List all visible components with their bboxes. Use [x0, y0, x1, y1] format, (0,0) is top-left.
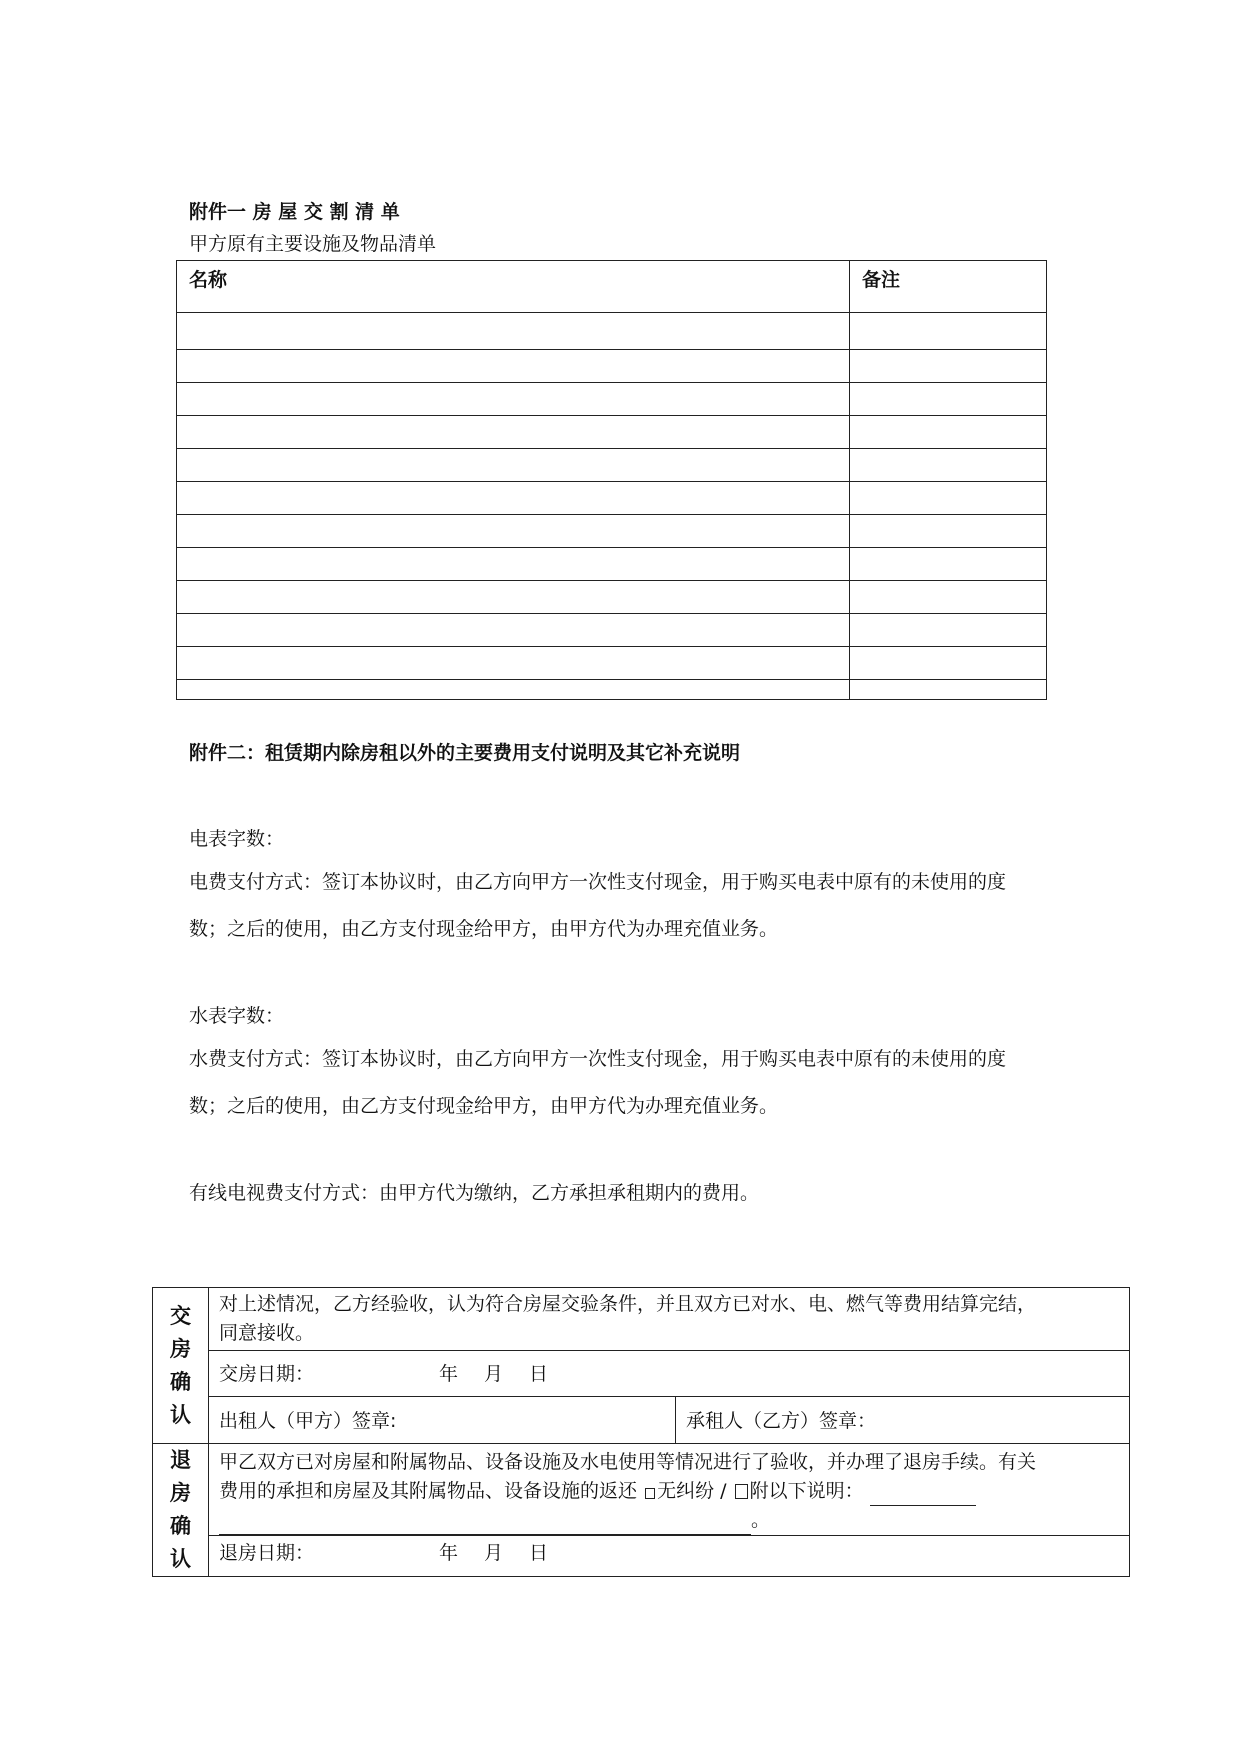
checkout-date-label: 退房日期：	[219, 1542, 315, 1564]
lessee-sign-label: 承租人（乙方）签章：	[686, 1410, 877, 1432]
name-cell[interactable]	[177, 383, 850, 416]
checkout-statement-row	[153, 1444, 1130, 1536]
see-notes-label: 附以下说明：	[749, 1480, 864, 1502]
name-cell[interactable]	[177, 515, 850, 548]
lessor-sign-label: 出租人（甲方）签章:	[219, 1410, 397, 1432]
name-cell[interactable]	[177, 416, 850, 449]
water-meter-reading: 水表字数：	[189, 1005, 285, 1027]
see-notes-checkbox[interactable]	[735, 1484, 748, 1499]
checkout-date-row	[153, 1536, 1130, 1577]
table-row	[177, 614, 1047, 647]
handover-statement-row	[153, 1288, 1130, 1351]
remark-cell[interactable]	[850, 313, 1047, 350]
table-row	[177, 647, 1047, 680]
remark-cell[interactable]	[850, 515, 1047, 548]
notes-blank-line[interactable]	[870, 1485, 976, 1506]
appendix1-subtitle: 甲方原有主要设施及物品清单	[189, 233, 437, 255]
appendix2-title: 附件二：租赁期内除房租以外的主要费用支付说明及其它补充说明	[189, 742, 741, 764]
remark-cell[interactable]	[850, 416, 1047, 449]
remark-cell[interactable]	[850, 350, 1047, 383]
lessor-sign-field[interactable]	[209, 1397, 676, 1444]
handover-date-row	[153, 1351, 1130, 1397]
name-cell[interactable]	[177, 581, 850, 614]
name-cell[interactable]	[177, 482, 850, 515]
no-dispute-label: 无纠纷	[657, 1480, 715, 1502]
no-dispute-checkbox[interactable]	[645, 1488, 655, 1499]
name-cell[interactable]	[177, 680, 850, 700]
name-cell[interactable]	[177, 614, 850, 647]
cable-tv-payment: 有线电视费支付方式：由甲方代为缴纳，乙方承担承租期内的费用。	[189, 1182, 760, 1204]
handover-date-field[interactable]: 交房日期： 年 月 日	[209, 1351, 1130, 1397]
electric-payment-line1: 电费支付方式：签订本协议时，由乙方向甲方一次性支付现金，用于购买电表中原有的未使用的度	[189, 871, 1007, 893]
remark-cell[interactable]	[850, 548, 1047, 581]
column-remark-header: 备注	[850, 261, 1047, 313]
items-table-header	[177, 261, 1047, 313]
table-row	[177, 383, 1047, 416]
table-row	[177, 581, 1047, 614]
table-row	[177, 313, 1047, 350]
lessee-sign-field[interactable]	[676, 1397, 1130, 1444]
table-row	[177, 482, 1047, 515]
checkout-date-field[interactable]: 退房日期： 年 月 日	[209, 1536, 1130, 1577]
remark-cell[interactable]	[850, 449, 1047, 482]
name-cell[interactable]	[177, 313, 850, 350]
water-payment-line1: 水费支付方式：签订本协议时，由乙方向甲方一次性支付现金，用于购买电表中原有的未使用的度	[189, 1048, 1007, 1070]
checkout-statement: 甲乙双方已对房屋和附属物品、设备设施及水电使用等情况进行了验收，并办理了退房手续。有关 费用的承担和房屋及其附属物品、设备设施的返还 无纠纷 / 附以下说明： 。	[209, 1444, 1130, 1536]
items-table	[176, 260, 1047, 700]
table-row	[177, 449, 1047, 482]
remark-cell[interactable]	[850, 383, 1047, 416]
remark-cell[interactable]	[850, 581, 1047, 614]
name-cell[interactable]	[177, 350, 850, 383]
table-row	[177, 515, 1047, 548]
remark-cell[interactable]	[850, 647, 1047, 680]
name-cell[interactable]	[177, 548, 850, 581]
handover-sign-row	[153, 1397, 1130, 1444]
name-cell[interactable]	[177, 449, 850, 482]
remark-cell[interactable]	[850, 482, 1047, 515]
electric-payment-line2: 数；之后的使用，由乙方支付现金给甲方，由甲方代为办理充值业务。	[189, 918, 779, 940]
checkout-side-label: 退 房 确 认	[153, 1444, 209, 1577]
appendix1-title: 附件一 房 屋 交 割 清 单	[189, 201, 400, 223]
table-row	[177, 416, 1047, 449]
table-row	[177, 548, 1047, 581]
handover-statement: 对上述情况，乙方经验收，认为符合房屋交验条件，并且双方已对水、电、燃气等费用结算完结， 同意接收。	[209, 1288, 1130, 1351]
remark-cell[interactable]	[850, 680, 1047, 700]
remark-cell[interactable]	[850, 614, 1047, 647]
handover-side-label: 交 房 确 认	[153, 1288, 209, 1444]
water-payment-line2: 数；之后的使用，由乙方支付现金给甲方，由甲方代为办理充值业务。	[189, 1095, 779, 1117]
handover-date-label: 交房日期：	[219, 1363, 315, 1385]
notes-blank-line-2[interactable]	[219, 1510, 751, 1535]
name-cell[interactable]	[177, 647, 850, 680]
electric-meter-reading: 电表字数：	[189, 828, 285, 850]
confirmation-table	[152, 1287, 1130, 1577]
table-row	[177, 350, 1047, 383]
column-name-header: 名称	[177, 261, 850, 313]
table-row	[177, 680, 1047, 700]
